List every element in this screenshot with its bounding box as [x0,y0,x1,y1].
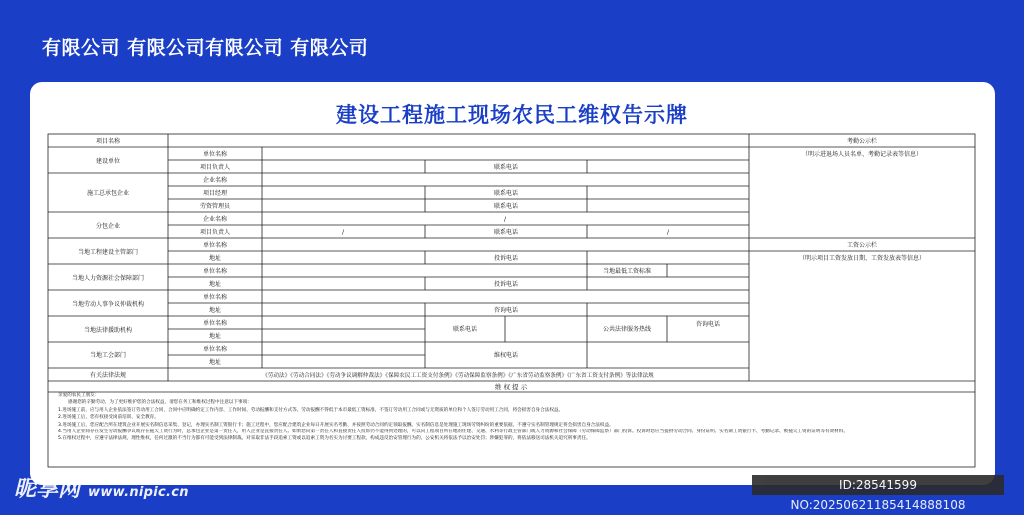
notice-line: 感谢您的辛勤劳动，为了更好维护您的合法权益，请您在务工和维权过程中注意以下事项： [68,400,252,406]
label-project-name: 项目名称 [95,138,121,145]
slash-value: / [666,229,670,236]
watermark-url: www.nipic.cn [88,485,189,500]
label-unit-name: 单位名称 [202,268,228,275]
label-labor-manager: 劳资管理员 [199,203,231,210]
label-project-leader: 项目负责人 [199,164,231,171]
label-address: 地址 [208,307,222,314]
label-contact-phone: 联系电话 [493,203,519,210]
label-project-manager: 项目经理 [202,190,228,197]
wage-title: 工资公示栏 [846,242,878,249]
label-unit-name: 单位名称 [202,242,228,249]
label-company-name: 企业名称 [202,216,228,223]
label-min-wage: 当地最低工资标准 [602,268,652,275]
label-inquiry-phone: 咨询电话 [695,321,721,328]
label-construction-authority: 当地工程建设主管部门 [77,249,139,256]
label-contact-phone: 联系电话 [493,164,519,171]
label-legal-hotline: 公共法律服务热线 [602,326,652,333]
label-unit-name: 单位名称 [202,294,228,301]
label-inquiry-phone: 咨询电话 [493,307,519,314]
label-legal-aid: 当地法律援助机构 [83,327,133,334]
label-address: 地址 [208,359,222,366]
label-contact-phone: 联系电话 [493,190,519,197]
watermark-site-name: 昵享网 [14,477,81,502]
label-unit-name: 单位名称 [202,346,228,353]
label-rights-phone: 维权电话 [493,352,519,359]
label-address: 地址 [208,281,222,288]
watermark-id: ID:28541599 NO:20250621185414888108 [752,475,1004,495]
notice-line: 3.进场施工后，您应配合所在建筑企业开展实名制信息采集、登记，办理实名制工资银行卡；施工过程中，您应配合建筑企业每日开展实名考勤，并按照劳动合同约定领取报酬。实名制信息是处理施工现场劳资纠纷的重要依据，不遵守实名制管理规定将会损害自身合法权益。 [58,422,614,428]
attendance-note: （明示进退场人员名单、考勤记录表等信息） [801,151,923,158]
notice-line: 5.在维权过程中，应遵守法律法规，理性维权，任何过激的不当行为都有可能受到法律制裁。对采取非法手段追索工资或以追索工资为名实为讨要工程款，构成违反治安管理行为的，公安机关将依法予以治安处罚；涉嫌犯罪的，将依法移送司法机关追究刑事责任。 [58,436,591,442]
label-contact-phone: 联系电话 [452,326,478,333]
label-complaint-phone: 投诉电话 [493,281,519,288]
watermark-logo [14,472,189,503]
notice-header: 维 权 提 示 [494,383,528,391]
notice-line: 4.当用人企业间存在发生劳动报酬争议或存在拖欠工资行为时，总承包企业是第一责任人，用人企业是直接责任人。如果您向第一责任人和直接责任人投诉仍不能得到处理的，可以向工程项目所在地的住建、交通、水利等行政主管部门或人力资源和社会保障（劳动保障监察）部门投诉。投诉时您应当提供劳动合同、身份证明、实名制工资银行卡、考勤记录、被拖欠工资的证明等有效材料。 [58,429,848,435]
label-arbitration: 当地劳动人事争议仲裁机构 [71,301,145,308]
label-company-name: 企业名称 [202,177,228,184]
label-construction-unit: 建设单位 [95,158,121,165]
label-general-contractor: 施工总承包企业 [86,190,130,197]
label-contact-phone: 联系电话 [493,229,519,236]
notice-line: 1.进场施工前，应与用人企业依法签订劳动用工合同，合同中应明确约定工作内容、工作时间、劳动报酬和支付方式等。劳动报酬不得低于本市最低工资标准，不签订劳动用工合同或与无资质的单位和个人签订劳动用工合同，将会损害自身合法权益。 [58,407,564,413]
rights-notice [58,392,958,443]
label-address: 地址 [208,255,222,262]
label-unit-name: 单位名称 [202,320,228,327]
board-title: 建设工程施工现场农民工维权告示牌 [336,103,688,127]
label-project-leader: 项目负责人 [199,229,231,236]
slash-value: / [503,216,507,223]
attendance-title: 考勤公示栏 [846,138,878,145]
label-complaint-phone: 投诉电话 [493,255,519,262]
wage-note: （明示项目工资发放日期、工资发放表等信息） [798,255,926,262]
notice-line: 亲爱的农民工朋友： [58,393,100,398]
label-subcontractor: 分包企业 [95,223,121,230]
notice-line: 2.进场施工后，您有权接受岗前培训、安全教育。 [58,415,159,421]
label-unit-name: 单位名称 [202,151,228,158]
company-header: 有限公司 有限公司有限公司 有限公司 [42,37,369,59]
label-union: 当地工会部门 [89,352,127,359]
label-address: 地址 [208,333,222,340]
label-laws: 有关法律法规 [89,372,127,379]
laws-text: 《劳动法》《劳动合同法》《劳动争议调解仲裁法》《保障农民工工资支付条例》《劳动保障监察条例》《广东省劳动监察条例》《广东省工资支付条例》等法律法规 [262,373,654,379]
label-hr-dept: 当地人力资源社会保障部门 [71,275,145,282]
slash-value: / [341,229,345,236]
